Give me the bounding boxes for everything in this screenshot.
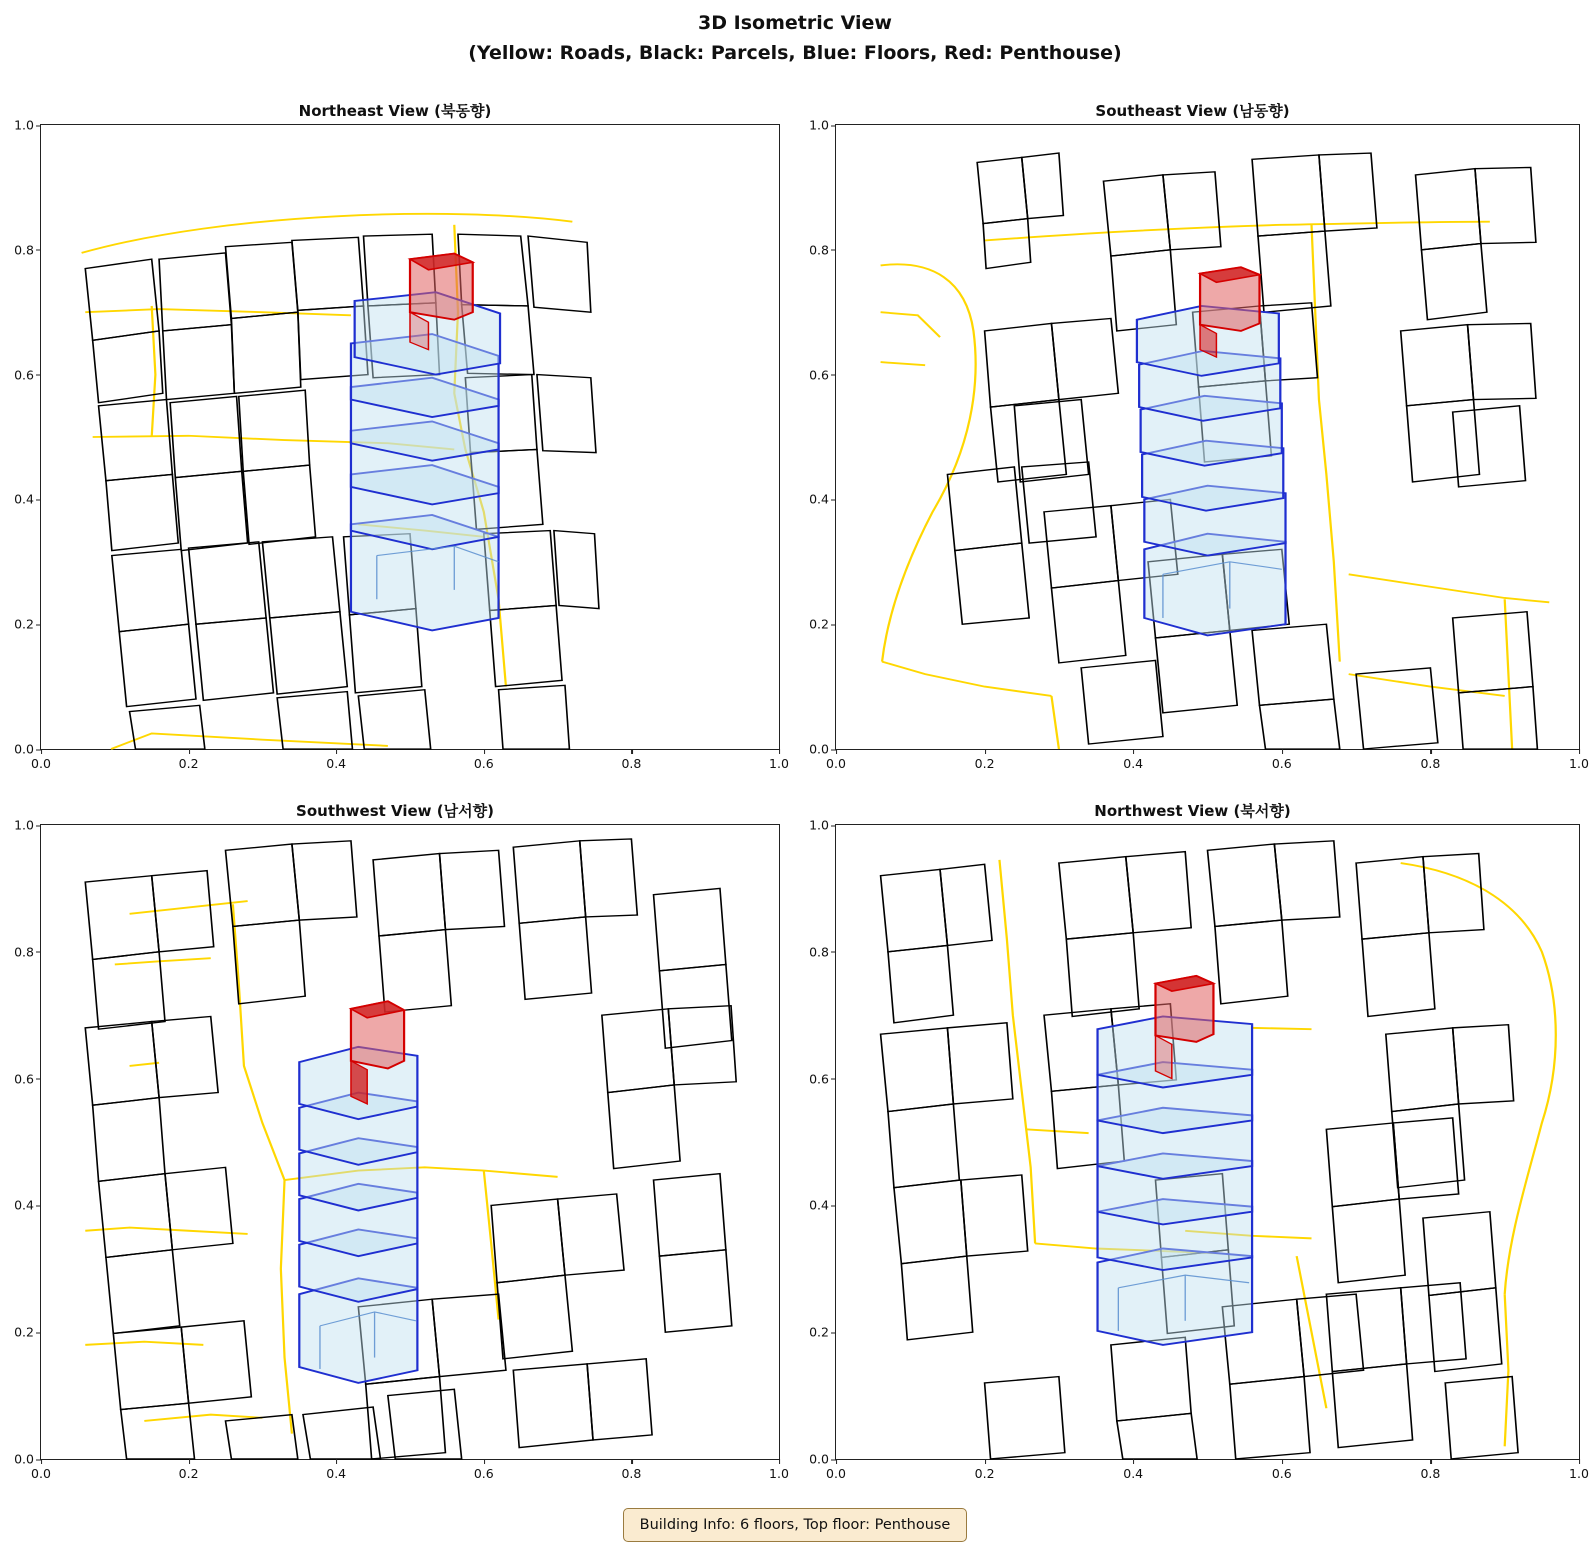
xtick-nw-4: 0.8 — [1420, 1466, 1440, 1481]
suptitle-line-2: (Yellow: Roads, Black: Parcels, Blue: Floors, Red: Penthouse) — [468, 42, 1122, 64]
roads-layer-nw — [999, 860, 1555, 1446]
ytick-ne-0: 0.0 — [14, 742, 34, 757]
suptitle-line-1: 3D Isometric View — [698, 12, 892, 34]
xtick-nw-2: 0.4 — [1123, 1466, 1143, 1481]
xtick-nw-5: 1.0 — [1569, 1466, 1589, 1481]
panel-southwest — [0, 800, 790, 1500]
panel-northeast — [0, 100, 790, 790]
footer-area — [0, 1508, 1590, 1542]
subplot-grid — [0, 100, 1590, 1500]
ytick-se-2: 0.4 — [809, 492, 829, 507]
xtick-ne-4: 0.8 — [621, 756, 641, 771]
panel-title-northeast: Northeast View (북동향) — [298, 102, 492, 120]
ytick-se-3: 0.6 — [809, 367, 829, 382]
ytick-ne-1: 0.2 — [14, 617, 34, 632]
ytick-nw-2: 0.4 — [809, 1198, 829, 1213]
xtick-sw-4: 0.8 — [621, 1466, 641, 1481]
ytick-se-1: 0.2 — [809, 617, 829, 632]
axes-southeast — [809, 117, 1589, 771]
ytick-ne-3: 0.6 — [14, 367, 34, 382]
ytick-se-4: 0.8 — [809, 242, 829, 257]
ytick-ne-5: 1.0 — [14, 118, 34, 133]
panel-title-northwest: Northwest View (북서향) — [1094, 802, 1291, 820]
ytick-sw-5: 1.0 — [14, 818, 34, 833]
xtick-ne-3: 0.6 — [474, 756, 494, 771]
xtick-sw-2: 0.4 — [326, 1466, 346, 1481]
ytick-sw-2: 0.4 — [14, 1198, 34, 1213]
panel-title-southeast: Southeast View (남동향) — [1095, 102, 1290, 120]
ytick-nw-3: 0.6 — [809, 1071, 829, 1086]
floors-layer-nw — [1098, 1016, 1253, 1344]
panel-title-southwest: Southwest View (남서향) — [296, 802, 494, 820]
building-info-box: Building Info: 6 floors, Top floor: Penthouse — [623, 1508, 968, 1542]
xtick-sw-1: 0.2 — [179, 1466, 199, 1481]
ytick-nw-1: 0.2 — [809, 1325, 829, 1340]
ytick-se-5: 1.0 — [809, 118, 829, 133]
scene-northwest — [836, 825, 1579, 1459]
ytick-nw-4: 0.8 — [809, 944, 829, 959]
ytick-nw-5: 1.0 — [809, 818, 829, 833]
axes-southwest — [14, 817, 789, 1481]
panel-northwest — [795, 800, 1590, 1500]
scene-southwest — [41, 825, 779, 1459]
axes-northeast — [14, 117, 789, 771]
xtick-sw-5: 1.0 — [769, 1466, 789, 1481]
panel-southeast — [795, 100, 1590, 790]
xtick-ne-0: 0.0 — [31, 756, 51, 771]
xtick-se-0: 0.0 — [826, 756, 846, 771]
ytick-sw-4: 0.8 — [14, 944, 34, 959]
xtick-sw-3: 0.6 — [474, 1466, 494, 1481]
xtick-sw-0: 0.0 — [31, 1466, 51, 1481]
ytick-ne-4: 0.8 — [14, 242, 34, 257]
xtick-se-5: 1.0 — [1569, 756, 1589, 771]
parcels-layer-ne — [85, 234, 599, 749]
xtick-nw-1: 0.2 — [975, 1466, 995, 1481]
xtick-ne-2: 0.4 — [326, 756, 346, 771]
ytick-sw-3: 0.6 — [14, 1071, 34, 1086]
xtick-se-4: 0.8 — [1420, 756, 1440, 771]
scene-northeast — [41, 125, 779, 749]
ytick-sw-0: 0.0 — [14, 1452, 34, 1467]
scene-southeast — [836, 125, 1579, 749]
ytick-nw-0: 0.0 — [809, 1452, 829, 1467]
axes-northwest — [809, 817, 1589, 1481]
xtick-nw-3: 0.6 — [1272, 1466, 1292, 1481]
xtick-se-1: 0.2 — [975, 756, 995, 771]
xtick-ne-5: 1.0 — [769, 756, 789, 771]
ytick-sw-1: 0.2 — [14, 1325, 34, 1340]
xtick-ne-1: 0.2 — [179, 756, 199, 771]
figure-suptitle — [0, 8, 1590, 68]
ytick-se-0: 0.0 — [809, 742, 829, 757]
xtick-nw-0: 0.0 — [826, 1466, 846, 1481]
ytick-ne-2: 0.4 — [14, 492, 34, 507]
xtick-se-2: 0.4 — [1123, 756, 1143, 771]
xtick-se-3: 0.6 — [1272, 756, 1292, 771]
